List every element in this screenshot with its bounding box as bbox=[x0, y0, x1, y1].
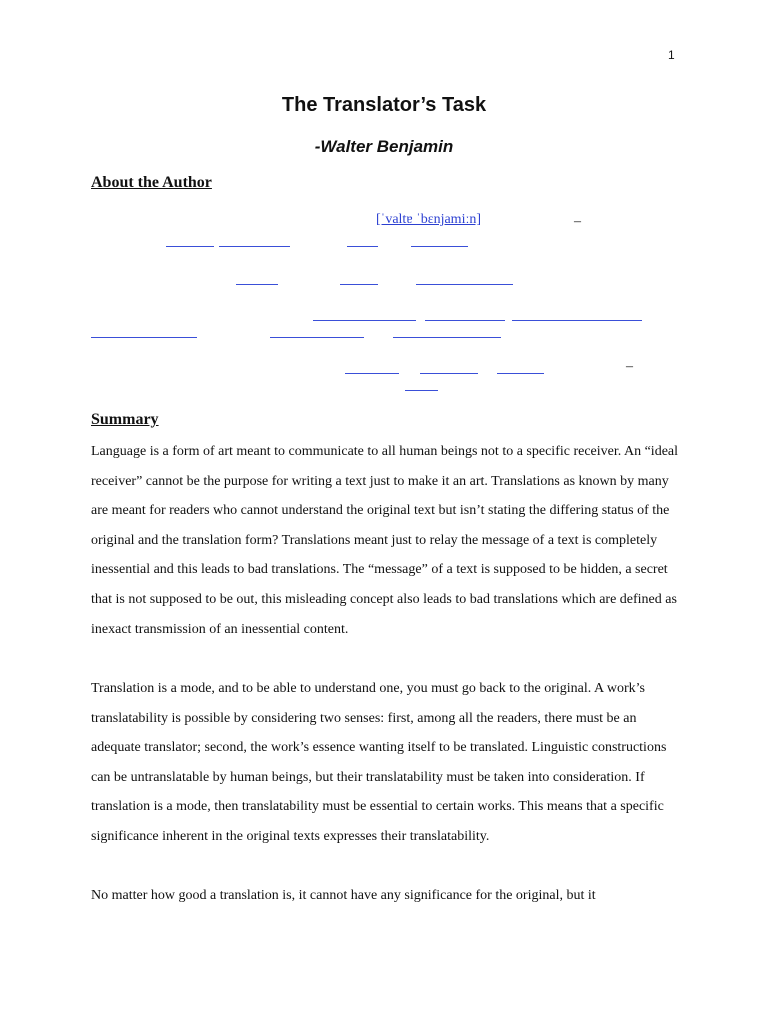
pronunciation-link[interactable]: [ˈvaltɐ ˈbɛnjamiːn] bbox=[376, 212, 482, 227]
link-underline[interactable] bbox=[416, 284, 513, 285]
link-underline[interactable] bbox=[425, 320, 505, 321]
document-subtitle: -Walter Benjamin bbox=[314, 137, 454, 156]
link-underline[interactable] bbox=[512, 320, 642, 321]
link-underline[interactable] bbox=[420, 373, 478, 374]
link-underline[interactable] bbox=[347, 246, 378, 247]
link-underline[interactable] bbox=[393, 337, 501, 338]
link-underline[interactable] bbox=[345, 373, 399, 374]
summary-heading: Summary bbox=[91, 411, 159, 428]
link-underline[interactable] bbox=[411, 246, 468, 247]
link-underline[interactable] bbox=[497, 373, 544, 374]
summary-paragraph-3: No matter how good a translation is, it cannot have any significance for the original, but it bbox=[91, 888, 596, 903]
link-underline[interactable] bbox=[270, 337, 364, 338]
page-number: 1 bbox=[668, 48, 675, 62]
document-title: The Translator’s Task bbox=[281, 94, 487, 116]
link-underline[interactable] bbox=[405, 390, 438, 391]
dash-2: – bbox=[626, 359, 633, 374]
link-underline[interactable] bbox=[236, 284, 278, 285]
link-underline[interactable] bbox=[219, 246, 290, 247]
summary-paragraph-2: Translation is a mode, and to be able to understand one, you must go back to the original. A work’s translatability is possible by considering two senses: first, among all the readers, there must be an adequate translator; second, the work’s essence wanting itself to be translated. Linguistic constructions can be untranslatable by human beings, but their translatability must be taken into consideration. If translation is a mode, then translatability must be essential to certain works. This means that a specific significance inherent in the original texts expresses their translatability. bbox=[91, 681, 667, 844]
summary-paragraph-1: Language is a form of art meant to communicate to all human beings not to a specific receiver. An “ideal receiver” cannot be the purpose for writing a text just to make it an art. Translations as known by many are meant for readers who cannot understand the original text but isn’t stating the differing status of the original and the translation form? Translations meant just to relay the message of a text is completely inessential and this leads to bad translations. The “message” of a text is supposed to be hidden, a secret that is not supposed to be out, this misleading concept also leads to bad translations which are defined as inexact transmission of an inessential content. bbox=[91, 444, 679, 637]
link-underline[interactable] bbox=[313, 320, 416, 321]
link-underline[interactable] bbox=[340, 284, 378, 285]
about-author-heading: About the Author bbox=[91, 174, 212, 191]
dash-1: – bbox=[574, 214, 581, 229]
link-underline[interactable] bbox=[166, 246, 214, 247]
link-underline[interactable] bbox=[91, 337, 197, 338]
